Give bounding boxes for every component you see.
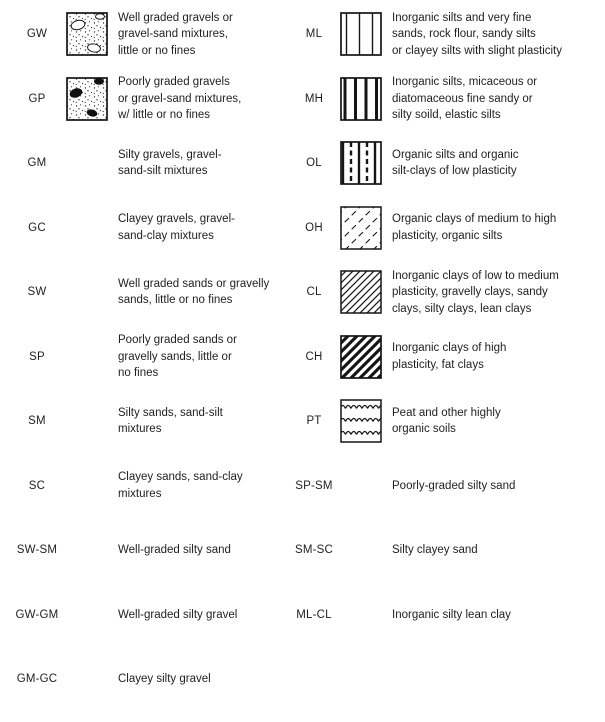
legend-row-sp-sm — [288, 454, 605, 519]
soil-description: Inorganic silts, micaceous or diatomaceous fine sandy or silty soild, elastic silts — [392, 76, 538, 121]
thick-vertical-lines-icon — [340, 77, 382, 121]
legend-row-ch — [288, 325, 605, 390]
soil-description: Peat and other highly organic soils — [392, 406, 501, 436]
soil-code-label: SP-SM — [295, 479, 333, 492]
legend-row-ml-cl — [288, 583, 605, 648]
legend-row-gw-gm — [8, 583, 302, 648]
dotted-gravel-solid-icon — [66, 77, 108, 121]
soil-code-label: OH — [305, 221, 323, 234]
soil-code-label: MH — [304, 92, 324, 105]
soil-code-label: SM-SC — [294, 544, 334, 557]
soil-code-label: CL — [306, 286, 322, 299]
soil-description: Clayey gravels, gravel- sand-clay mixtures — [118, 213, 235, 242]
soil-code-label: SW — [27, 286, 47, 299]
soil-description: Organic clays of medium to high plasticity, organic silts — [392, 213, 557, 242]
swatch-cell — [340, 141, 392, 185]
legend-row-pt — [288, 389, 605, 454]
soil-description: Poorly graded gravels or gravel-sand mixtures, w/ little or no fines — [118, 76, 242, 121]
soil-description: Inorganic silts and very fine sands, rock flour, sandy silts or clayey silts with slight plasticity — [392, 11, 562, 57]
soil-code-label: SC — [28, 479, 46, 492]
thick-diagonal-hatch-icon — [340, 335, 382, 379]
thin-diagonal-hatch-icon — [340, 270, 382, 314]
soil-code-label: GC — [28, 221, 46, 234]
soil-description: Well-graded silty sand — [118, 544, 231, 556]
legend-row-sc — [8, 454, 302, 519]
soil-description: Inorganic silty lean clay — [392, 608, 511, 621]
swatch-cell — [340, 206, 392, 250]
legend-row-mh — [288, 67, 605, 132]
soil-description: Poorly graded sands or gravelly sands, little or no fines — [118, 334, 237, 379]
soil-code-label: SW-SM — [16, 544, 58, 557]
wavy-horizontal-lines-icon — [340, 399, 382, 443]
soil-description: Well graded gravels or gravel-sand mixtures, little or no fines — [118, 11, 233, 57]
legend-row-ol — [288, 131, 605, 196]
legend-row-ml — [288, 2, 605, 67]
swatch-cell — [340, 77, 392, 121]
legend-row-gc — [8, 196, 302, 261]
soil-description: Inorganic clays of low to medium plasticity, gravelly clays, sandy clays, silty clays, lean clays — [392, 269, 559, 315]
legend-column-left — [8, 2, 302, 712]
legend-row-gp — [8, 67, 302, 132]
legend-row-sm-sc — [288, 518, 605, 583]
soil-code-label: ML — [305, 28, 323, 41]
thin-vertical-lines-icon — [340, 12, 382, 56]
soil-description: Silty gravels, gravel- sand-silt mixtures — [118, 148, 222, 178]
soil-code-label: PT — [306, 415, 322, 428]
soil-code-label: GW-GM — [15, 608, 59, 621]
soil-code-label: SP — [29, 350, 45, 363]
swatch-cell — [66, 77, 118, 121]
dashed-diagonal-hatch-icon — [340, 206, 382, 250]
soil-code-label: GP — [28, 92, 46, 105]
legend-row-sw-sm — [8, 518, 302, 583]
soil-description: Clayey sands, sand-clay mixtures — [118, 471, 243, 500]
legend-row-sm — [8, 389, 302, 454]
soil-description: Clayey silty gravel — [118, 673, 211, 685]
soil-description: Silty clayey sand — [392, 544, 478, 556]
soil-code-label: GW — [26, 28, 48, 41]
legend-row-sw — [8, 260, 302, 325]
soil-code-label: ML-CL — [296, 608, 332, 621]
soil-code-label: CH — [305, 350, 323, 363]
dashed-vertical-lines-icon — [340, 141, 382, 185]
soil-description: Silty sands, sand-silt mixtures — [118, 406, 223, 436]
swatch-cell — [340, 335, 392, 379]
swatch-cell — [340, 399, 392, 443]
soil-code-label: SM — [28, 415, 46, 428]
soil-code-label: GM — [27, 157, 47, 170]
swatch-cell — [340, 12, 392, 56]
legend-row-oh — [288, 196, 605, 261]
legend-row-gm-gc — [8, 647, 302, 712]
soil-code-label: OL — [306, 157, 322, 170]
swatch-cell — [66, 12, 118, 56]
swatch-cell — [340, 270, 392, 314]
legend-row-gw — [8, 2, 302, 67]
soil-description: Inorganic clays of high plasticity, fat clays — [392, 342, 507, 371]
legend-row-gm — [8, 131, 302, 196]
legend-row-cl — [288, 260, 605, 325]
legend-column-right — [288, 2, 605, 647]
soil-description: Organic silts and organic silt-clays of low plasticity — [392, 148, 519, 178]
soil-description: Poorly-graded silty sand — [392, 479, 516, 492]
soil-description: Well-graded silty gravel — [118, 608, 238, 621]
soil-description: Well graded sands or gravelly sands, little or no fines — [118, 277, 270, 307]
soil-code-label: GM-GC — [16, 673, 58, 686]
dotted-gravel-outline-icon — [66, 12, 108, 56]
legend-row-sp — [8, 325, 302, 390]
